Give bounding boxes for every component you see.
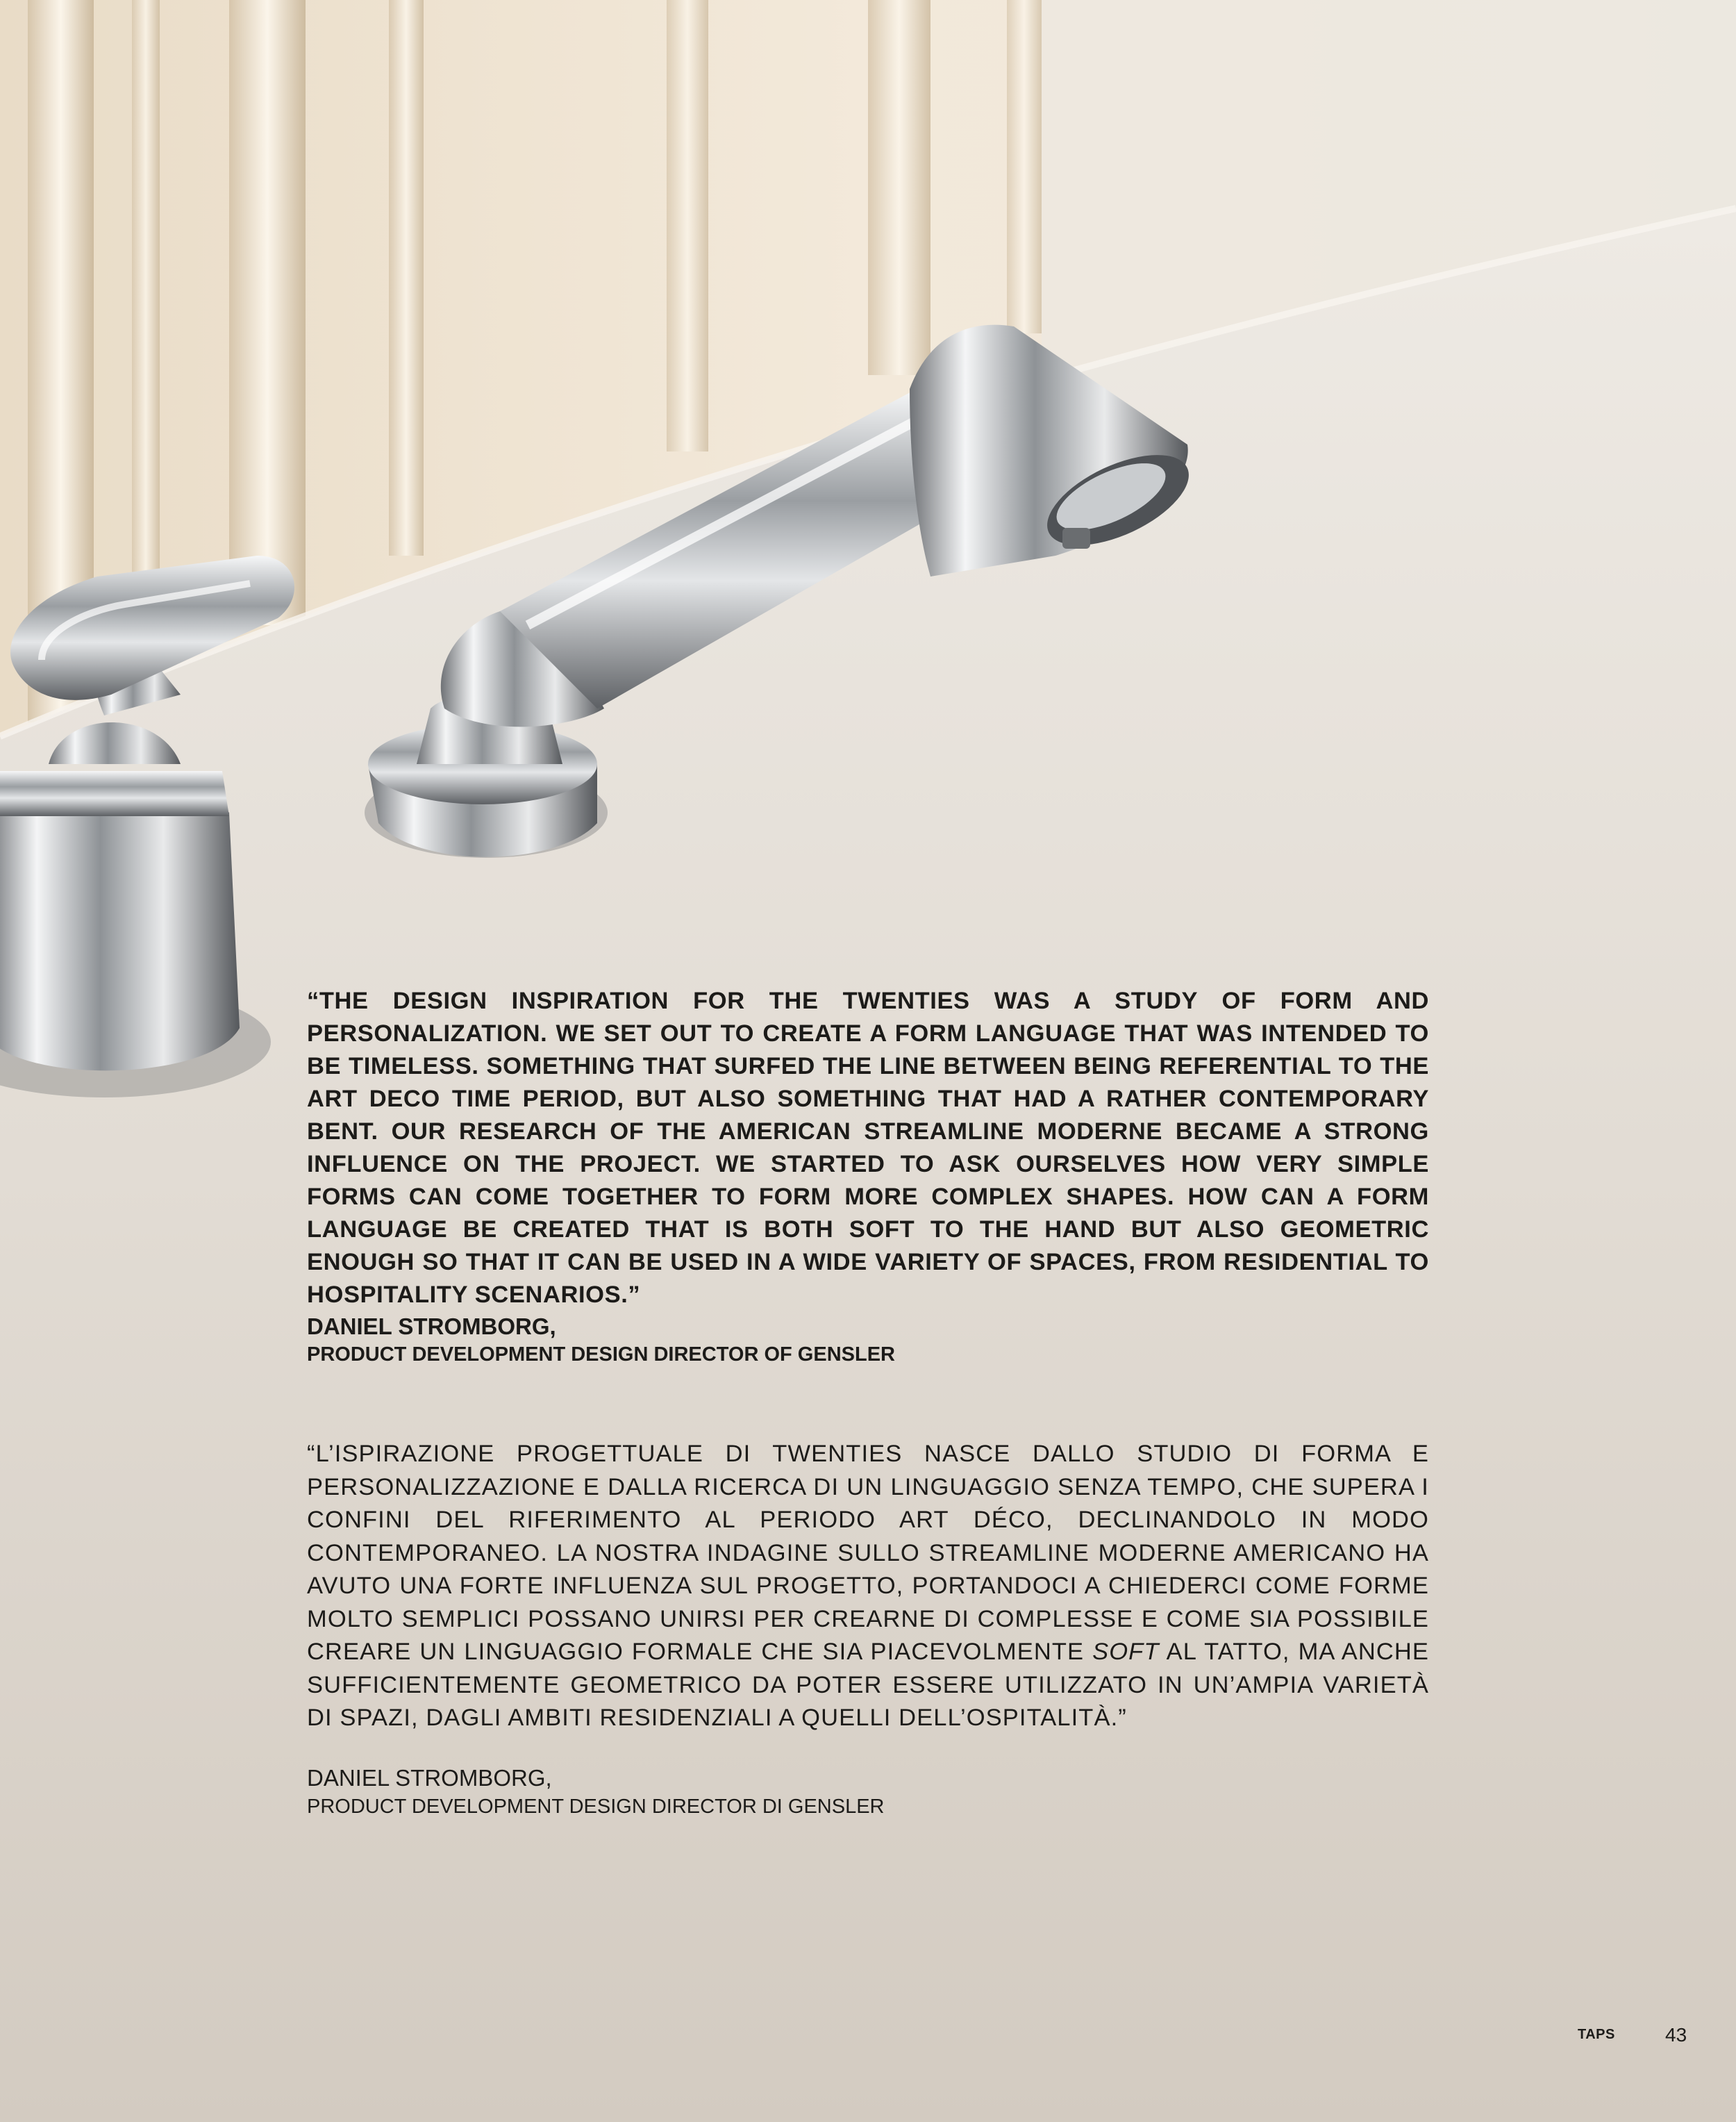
author-role-italian: PRODUCT DEVELOPMENT DESIGN DIRECTOR DI GENSLER — [307, 1796, 885, 1818]
quote-italian — [307, 1438, 1429, 1735]
quote-english: “THE DESIGN INSPIRATION FOR THE TWENTIES WAS A STUDY OF FORM AND PERSONALIZATION. WE SET OUT TO CREATE A FORM LANGUAGE THAT WAS INTENDED TO BE TIMELESS. SOMETHING THAT SURFED THE LINE BETWEEN BEING REFERENTIAL TO THE ART DECO TIME PERIOD, BUT ALSO SOMETHING THAT HAD A RATHER CONTEMPORARY BENT. OUR RESEARCH OF THE AMERICAN STREAMLINE MODERNE BECAME A STRONG INFLUENCE ON THE PROJECT. WE STARTED TO ASK OURSELVES HOW VERY SIMPLE FORMS CAN COME TOGETHER TO FORM MORE COMPLEX SHAPES. HOW CAN A FORM LANGUAGE BE CREATED THAT IS BOTH SOFT TO THE HAND BUT ALSO GEOMETRIC ENOUGH SO THAT IT CAN BE USED IN A WIDE VARIETY OF SPACES, FROM RESIDENTIAL TO HOSPITALITY SCENARIOS.” — [307, 988, 1429, 1308]
author-role-english: PRODUCT DEVELOPMENT DESIGN DIRECTOR OF GENSLER — [307, 1343, 895, 1366]
footer-section-label: TAPS — [1578, 2027, 1615, 2042]
author-name-english: DANIEL STROMBORG, — [307, 1313, 556, 1339]
quote-italian-part-1: “L’ISPIRAZIONE PROGETTUALE DI TWENTIES NASCE DALLO STUDIO DI FORMA E PERSONALIZZAZIONE E DALLA RICERCA DI UN LINGUAGGIO SENZA TEMPO, CHE SUPERA I CONFINI DEL RIFERIMENTO AL PERIODO ART DÉCO, DECLINANDOLO IN MODO CONTEMPORANEO. LA NOSTRA INDAGINE SULLO STREAMLINE MODERNE AMERICANO HA AVUTO UNA FORTE INFLUENZA SUL PROGETTO, PORTANDOCI A CHIEDERCI COME FORME MOLTO SEMPLICI POSSANO UNIRSI PER CREARNE DI COMPLESSE E COME SIA POSSIBILE CREARE UN LINGUAGGIO FORMALE CHE SIA PIACEVOLMENTE — [307, 1441, 1429, 1665]
author-name-italian: DANIEL STROMBORG, — [307, 1765, 552, 1791]
page-number: 43 — [1665, 2024, 1687, 2046]
quote-italian-italic-word: SOFT — [1092, 1639, 1160, 1665]
quote-italian-part-2: AL TATTO, MA ANCHE SUFFICIENTEMENTE GEOMETRICO DA POTER ESSERE UTILIZZATO IN UN’AMPIA VARIETÀ DI SPAZI, DAGLI AMBITI RESIDENZIALI A QUELLI DELL’OSPITALITÀ.” — [307, 1639, 1429, 1731]
